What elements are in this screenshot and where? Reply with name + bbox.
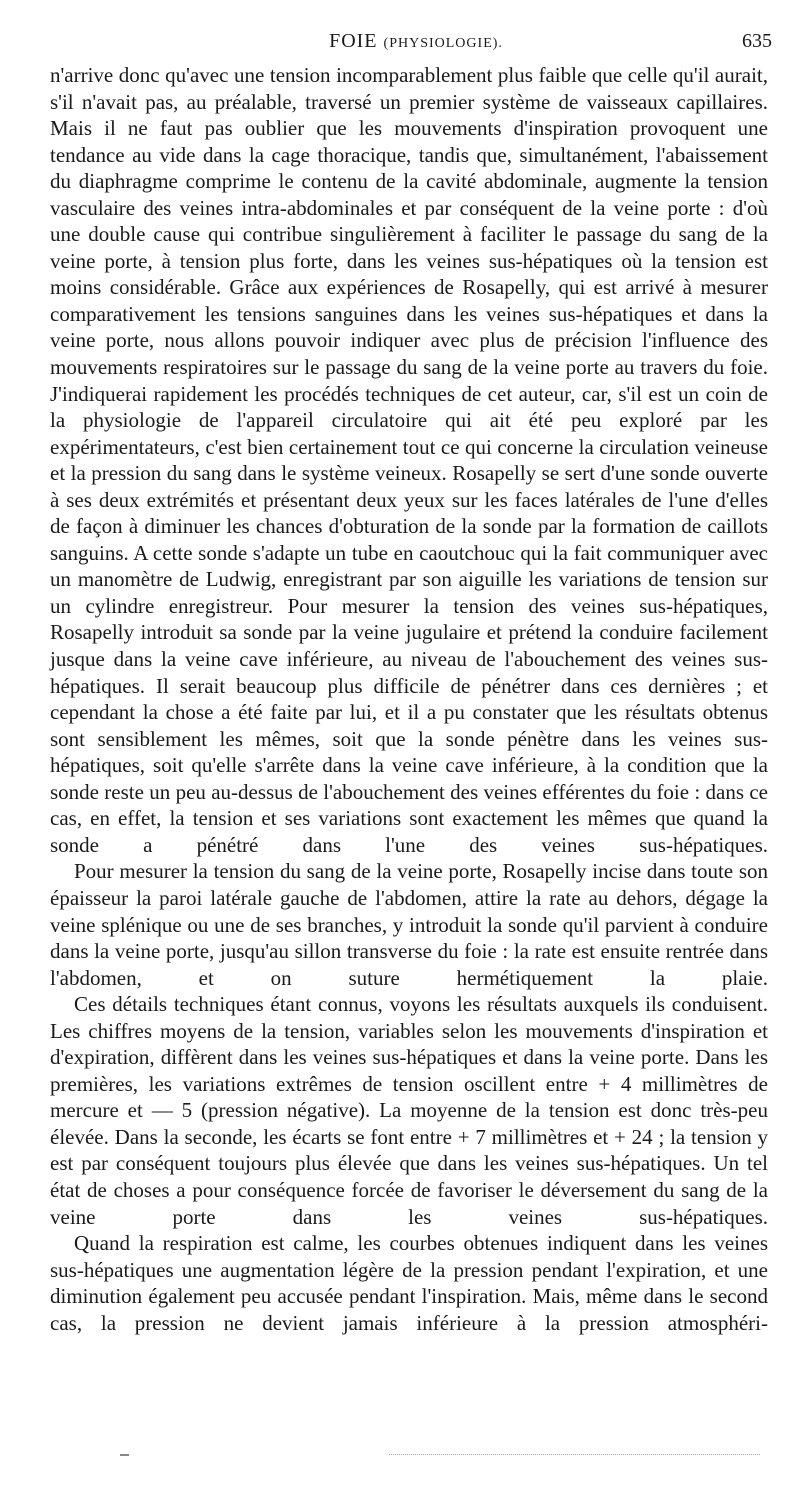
running-title-sub: (PHYSIOLOGIE). [383,36,503,51]
running-header [60,30,772,60]
bottom-dotted-rule [389,1454,760,1456]
body-text [50,62,768,1336]
running-title-main: FOIE [329,30,378,52]
paragraph-3: Ces détails techniques étant connus, voyons les résultats auxquels ils conduisent. Les chiffres moyens de la tension, variables selon les mouvements d'inspiration et d'expiration, diffèrent dans les veines sus-hépatiques et dans la veine porte. Dans les premières, les variations extrêmes de tension oscillent entre + 4 millimètres de mercure et — 5 (pression négative). La moyenne de la tension est donc très-peu élevée. Dans la seconde, les écarts se font entre + 7 millimètres et + 24 ; la tension y est par conséquent toujours plus élevée que dans les veines sus-hépatiques. Un tel état de choses a pour conséquence forcée de favoriser le déversement du sang de la veine porte dans les veines sus-hépatiques. [50,992,768,1229]
paragraph-1: n'arrive donc qu'avec une tension incomparablement plus faible que celle qu'il aurait, s'il n'avait pas, au préalable, traversé un premier système de vaisseaux capillaires. Mais il ne faut pas oublier que les mouvements d'inspiration provoquent une tendance au vide dans la cage thoracique, tandis que, simultanément, l'abaissement du diaphragme comprime le contenu de la cavité abdominale, augmente la tension vasculaire des veines intra-abdominales et par conséquent de la veine porte : d'où une double cause qui contribue singulièrement à faciliter le passage du sang de la veine porte, à tension plus forte, dans les veines sus-hépatiques où la tension est moins considérable. Grâce aux expériences de Rosapelly, qui est arrivé à mesurer comparativement les tensions sanguines dans les veines sus-hépatiques et dans la veine porte, nous allons pouvoir indiquer avec plus de précision l'influence des mouvements respiratoires sur le passage du sang de la veine porte au travers du foie. J'indiquerai rapidement les procédés techniques de cet auteur, car, s'il est un coin de la physiologie de l'appareil circulatoire qui ait été peu exploré par les expérimentateurs, c'est bien certainement tout ce qui concerne la circulation veineuse et la pression du sang dans le système veineux. Rosapelly se sert d'une sonde ouverte à ses deux extrémités et présentant deux yeux sur les faces latérales de l'une d'elles de façon à diminuer les chances d'obturation de la sonde par la formation de caillots sanguins. A cette sonde s'adapte un tube en caoutchouc qui la fait communiquer avec un manomètre de Ludwig, enregistrant par son aiguille les variations de tension sur un cylindre enregistreur. Pour mesurer la tension des veines sus-hépatiques, Rosapelly introduit sa sonde par la veine jugulaire et prétend la conduire facilement jusque dans la veine cave inférieure, au niveau de l'abouchement des veines sus-hépatiques. Il serait beaucoup plus difficile de pénétrer dans ces dernières ; et cependant la chose a été faite par lui, et il a pu constater que les résultats obtenus sont sensiblement les mêmes, soit que la sonde pénètre dans les veines sus-hépatiques, soit qu'elle s'arrête dans la veine cave inférieure, à la condition que la sonde reste un peu au-dessus de l'abouchement des veines efférentes du foie : dans ce cas, en effet, la tension et ses variations sont exactement les mêmes que quand la sonde a pénétré dans l'une des veines sus-hépatiques. [50,63,768,857]
page-number: 635 [742,30,772,52]
page-bottom-marks [120,1452,760,1458]
running-title [60,30,772,53]
paragraph-2: Pour mesurer la tension du sang de la veine porte, Rosapelly incise dans toute son épaisseur la paroi latérale gauche de l'abdomen, attire la rate au dehors, dégage la veine splénique ou une de ses branches, y introduit la sonde qu'il parvient à conduire dans la veine porte, jusqu'au sillon transverse du foie : la rate est ensuite rentrée dans l'abdomen, et on suture hermétiquement la plaie. [50,859,768,990]
paragraph-4: Quand la respiration est calme, les courbes obtenues indiquent dans les veines sus-hépatiques une augmentation légère de la pression pendant l'expiration, et une diminution également peu accusée pendant l'inspiration. Mais, même dans le second cas, la pression ne devient jamais inférieure à la pression atmosphéri- [50,1231,768,1335]
bottom-mark [126,1454,129,1456]
